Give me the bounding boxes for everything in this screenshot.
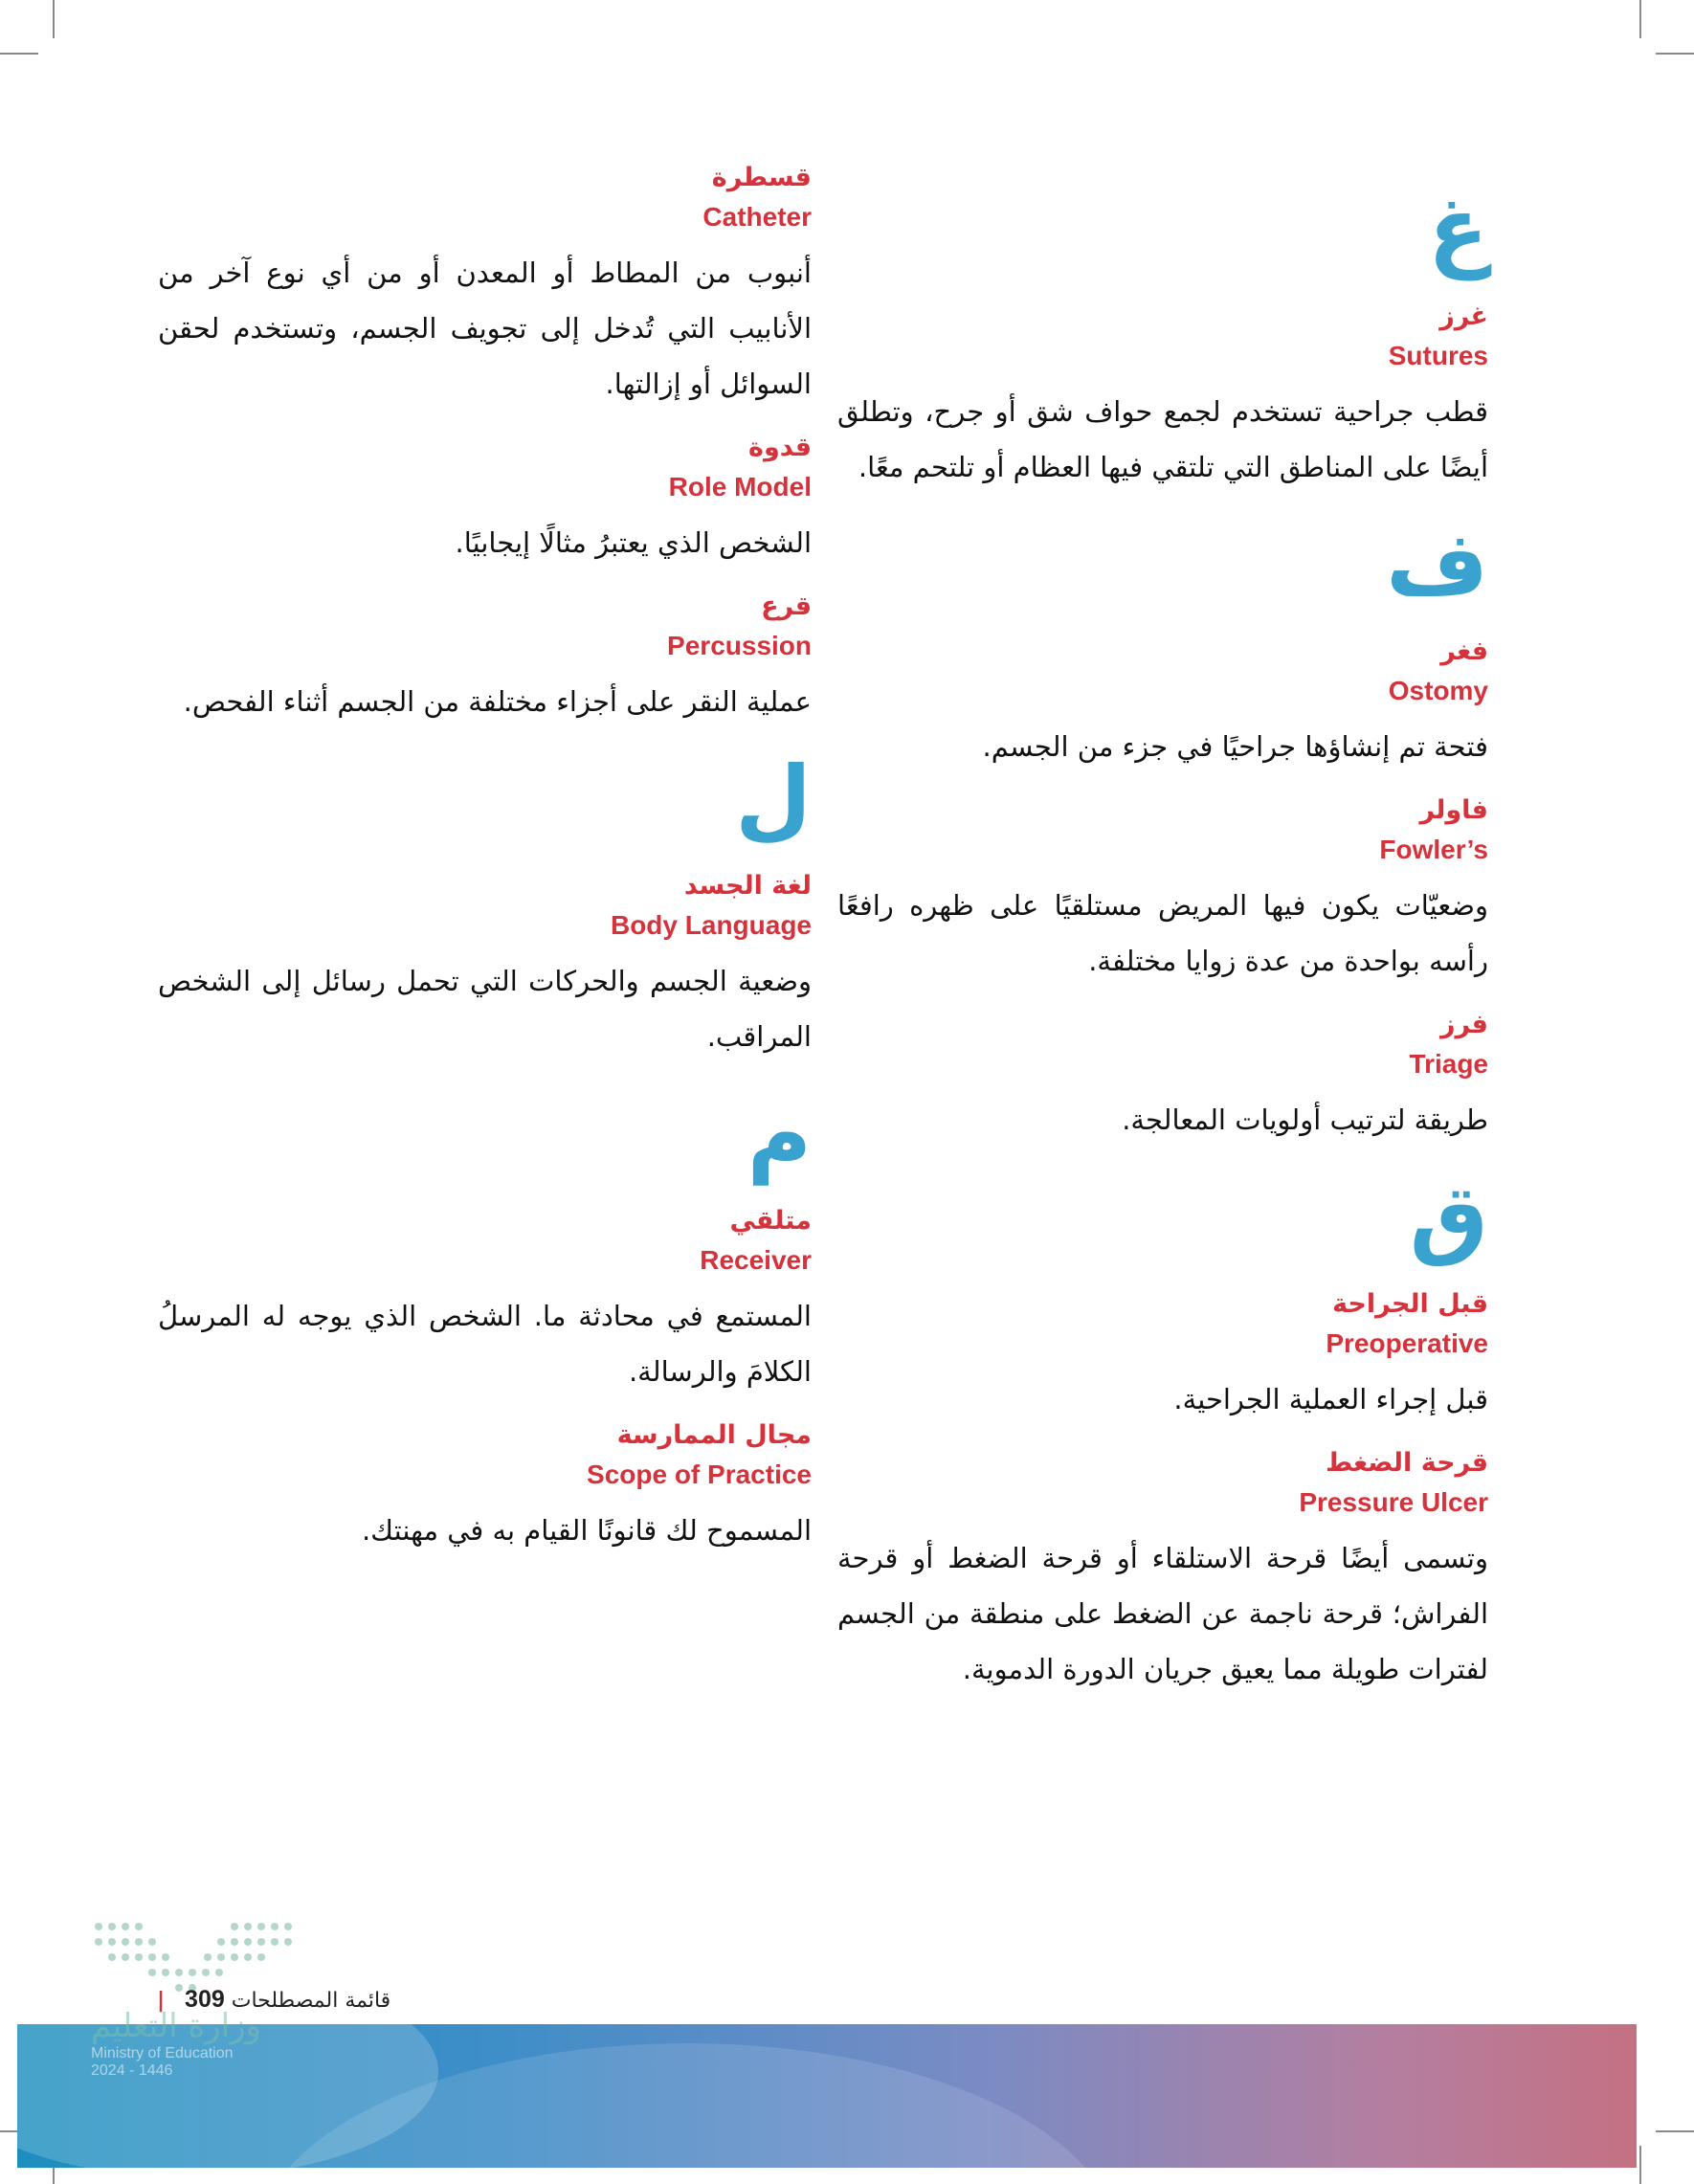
term-definition: وتسمى أيضًا قرحة الاستلقاء أو قرحة الضغط أو قرحة الفراش؛ قرحة ناجمة عن الضغط على منطقة من الجسم لفترات طويلة مما يعيق جريان الدورة الدموية. [837,1542,1488,1685]
term-definition: المستمع في محادثة ما. الشخص الذي يوجه له المرسلُ الكلامَ والرسالة. [158,1300,812,1388]
term-arabic: لغة الجسد [683,871,812,901]
glossary-entry [158,429,812,570]
term-english: Body Language [610,910,812,940]
term-english: Catheter [702,202,812,232]
term-definition: فتحة تم إنشاؤها جراحيًا في جزء من الجسم. [982,730,1488,763]
term-arabic: فرز [1439,1010,1488,1039]
term-definition: وضعية الجسم والحركات التي تحمل رسائل إلى الشخص المراقب. [158,965,812,1053]
glossary-column-right [837,153,1488,1714]
section-letter: ق [1409,1166,1488,1268]
term-definition: قطب جراحية تستخدم لجمع حواف شق أو جرح، وتطلق أيضًا على المناطق التي تلتقي فيها العظام أو تلتحم معًا. [837,395,1488,483]
term-arabic: قرحة الضغط [1326,1448,1488,1478]
glossary-entry [158,1416,812,1558]
term-definition: قبل إجراء العملية الجراحية. [1173,1383,1488,1415]
term-english: Fowler’s [1379,835,1488,864]
page-footer [144,1986,431,2014]
logo-text: وزارة التعليم [91,2007,261,2045]
term-english: Preoperative [1326,1328,1488,1358]
term-definition: الشخص الذي يعتبرُ مثالًا إيجابيًا. [455,526,812,559]
glossary-entry [837,633,1488,774]
glossary-column-left [158,153,812,1575]
glossary-section [158,1081,812,1558]
crop-mark [1639,0,1641,38]
glossary-entry [837,791,1488,989]
glossary-entry [158,159,812,412]
logo-english: Ministry of Education [91,2045,234,2061]
glossary-entry [158,867,812,1064]
crop-mark [0,53,38,55]
logo-subtext [91,2045,311,2080]
term-english: Percussion [667,631,812,660]
term-english: Triage [1409,1049,1488,1079]
glossary-section [837,512,1488,1148]
term-definition: عملية النقر على أجزاء مختلفة من الجسم أثناء الفحص. [183,685,812,718]
section-letter: غ [1428,178,1488,280]
glossary-section [837,177,1488,495]
glossary-section [158,747,812,1064]
term-definition: طريقة لترتيب أولويات المعالجة. [1122,1103,1488,1136]
glossary-entry [837,1285,1488,1427]
term-arabic: فاولر [1419,795,1488,825]
divider: | [157,1989,166,2013]
term-arabic: قدوة [748,433,812,462]
term-english: Scope of Practice [587,1460,812,1489]
section-letter: م [747,1082,812,1185]
crop-mark [1656,53,1694,55]
page-label: قائمة المصطلحات [231,1989,391,2013]
term-arabic: متلقي [729,1206,812,1236]
glossary-section [837,1165,1488,1697]
term-english: Pressure Ulcer [1299,1487,1488,1517]
glossary-entry [837,298,1488,495]
term-english: Ostomy [1388,676,1488,705]
glossary-entry [158,1202,812,1399]
term-arabic: غرز [1439,301,1488,331]
glossary-entry [837,1444,1488,1697]
term-arabic: قرع [761,591,812,621]
term-english: Receiver [700,1245,812,1275]
crop-mark [1656,2130,1694,2132]
page-number: 309 [185,1986,225,2013]
term-english: Role Model [668,472,812,501]
glossary-entry [158,588,812,729]
logo-year: 2024 - 1446 [91,2062,173,2079]
term-definition: أنبوب من المطاط أو المعدن أو من أي نوع آخر من الأنابيب التي تُدخل إلى تجويف الجسم، وتستخدم لحقن السوائل أو إزالتها. [158,256,812,400]
term-english: Sutures [1388,341,1488,370]
term-arabic: مجال الممارسة [616,1420,812,1450]
section-letter: ف [1386,513,1488,615]
section-letter: ل [735,747,812,850]
crop-mark [53,0,55,38]
term-definition: المسموح لك قانونًا القيام به في مهنتك. [361,1514,812,1547]
term-arabic: قسطرة [711,163,812,192]
term-arabic: قبل الجراحة [1332,1289,1488,1319]
term-definition: وضعيّات يكون فيها المريض مستلقيًا على ظهره رافعًا رأسه بواحدة من عدة زوايا مختلفة. [837,889,1488,977]
glossary-entry [837,1006,1488,1148]
crop-mark [1639,2146,1641,2184]
term-arabic: فغر [1440,636,1488,666]
